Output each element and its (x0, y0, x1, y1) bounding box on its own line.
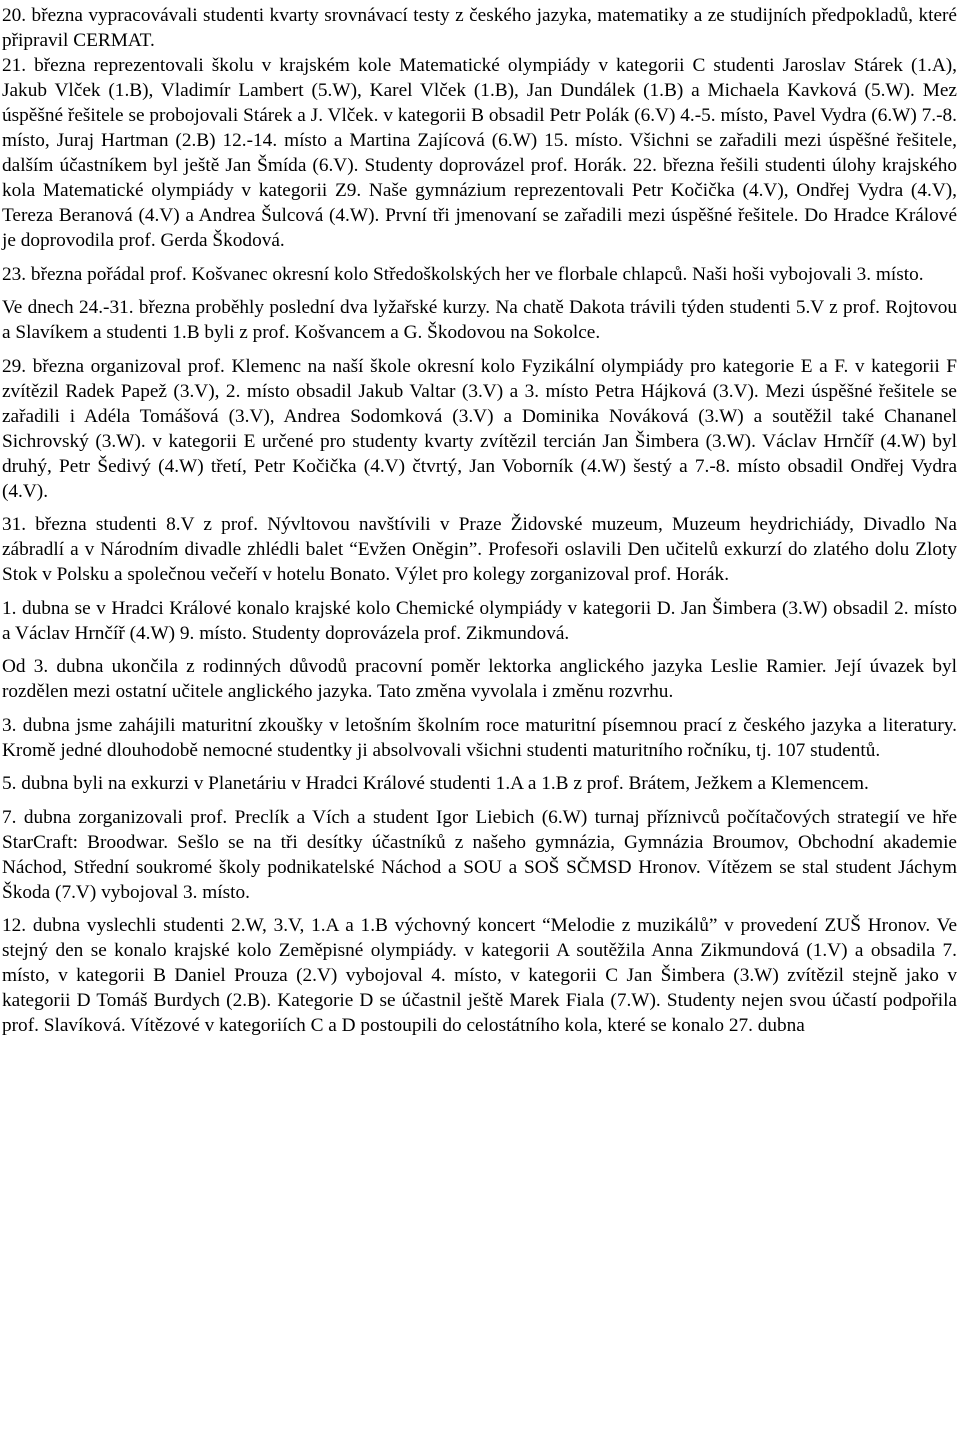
paragraph-april-3-exams: 3. dubna jsme zahájili maturitní zkoušky v letošním školním roce maturitní písemnou prací z českého jazyka a literatury. Kromě jedné dlouhodobě nemocné studentky ji absolvovali všichni studenti maturitního ročníku, tj. 107 studentů. (2, 714, 957, 761)
paragraph-march-23: 23. března pořádal prof. Košvanec okresní kolo Středoškolských her ve florbale chlapců. Naši hoši vybojovali 3. místo. (2, 263, 924, 285)
document-page (2, 3, 957, 1047)
paragraph-april-12: 12. dubna vyslechli studenti 2.W, 3.V, 1.A a 1.B výchovný koncert “Melodie z muzikálů” v provedení ZUŠ Hronov. Ve stejný den se konalo krajské kolo Zeměpisné olympiády. v kategorii A soutěžila Anna Zikmundová (1.V) a obsadila 7. místo, v kategorii B Daniel Prouza (2.V) vybojoval 4. místo, v kategorii C Jan Šimbera (3.W) zvítězil stejně jako v kategorii D Tomáš Burdych (2.B). Kategorie D se účastnil ještě Marek Fiala (7.W). Studenty nejen svou účastí podpořila prof. Slavíková. Vítězové v kategoriích C a D postoupili do celostátního kola, které se konalo 27. dubna (2, 915, 957, 1036)
paragraph-april-1: 1. dubna se v Hradci Králové konalo krajské kolo Chemické olympiády v kategorii D. Jan Šimbera (3.W) obsadil 2. místo a Václav Hrnčíř (4.W) 9. místo. Studenty doprovázela prof. Zikmundová. (2, 597, 957, 644)
paragraph-april-7: 7. dubna zorganizovali prof. Preclík a Vích a student Igor Liebich (6.W) turnaj příznivců počítačových strategií ve hře StarCraft: Broodwar. Sešlo se na tři desítky účastníků z našeho gymnázia, Gymnázia Broumov, Obchodní akademie Náchod, Střední soukromé školy podnikatelské Náchod a SOU a SOŠ SČMSD Hronov. Vítězem se stal student Jáchym Škoda (7.V) vybojoval 3. místo. (2, 806, 957, 903)
paragraph-april-5: 5. dubna byli na exkurzi v Planetáriu v Hradci Králové studenti 1.A a 1.B z prof. Brátem, Ježkem a Klemencem. (2, 773, 869, 794)
paragraph-march-20: 20. března vypracovávali studenti kvarty srovnávací testy z českého jazyka, matematiky a ze studijních předpokladů, které připravil CERMAT. (2, 5, 957, 51)
paragraph-march-21: 21. března reprezentovali školu v krajském kole Matematické olympiády v kategorii C studenti Jaroslav Stárek (1.A), Jakub Vlček (1.B), Vladimír Lambert (5.W), Karel Vlček (1.B), Jan Dundálek (1.B) a Michaela Kavková (5.W). Mez úspěšné řešitele se probojovali Stárek a J. Vlček. v kategorii B obsadil Petr Polák (6.V) 4.-5. místo, Pavel Vydra (6.W) 7.-8. místo, Juraj Hartman (2.B) 12.-14. místo a Martina Zajícová (6.W) 15. místo. Všichni se zařadili mezi úspěšné řešitele, dalším účastníkem byl ještě Jan Šmída (6.V). Studenty doprovázel prof. Horák. 22. března řešili studenti úlohy krajského kola Matematické olympiády v kategorii Z9. Naše gymnázium reprezentovali Petr Kočička (4.V), Ondřej Vydra (4.V), Tereza Beranová (4.V) a Andrea Šulcová (4.W). První tři jmenovaní se zařadili mezi úspěšné řešitele. Do Hradce Králové je doprovodila prof. Gerda Škodová. (2, 55, 957, 251)
paragraph-april-3-staff: Od 3. dubna ukončila z rodinných důvodů pracovní poměr lektorka anglického jazyka Leslie Ramier. Její úvazek byl rozdělen mezi ostatní učitele anglického jazyka. Tato změna vyvolala i změnu rozvrhu. (2, 656, 957, 702)
paragraph-march-29: 29. března organizoval prof. Klemenc na naší škole okresní kolo Fyzikální olympiády pro kategorie E a F. v kategorii F zvítězil Radek Papež (3.V), 2. místo obsadil Jakub Valtar (3.V) a 3. místo Petra Hájková (3.V). Mezi úspěšné řešitele se zařadili i Adéla Tomášová (3.V), Andrea Sodomková (3.V) a Dominika Nováková (3.W) a soutěžil také Chananel Sichrovský (3.W). v kategorii E určené pro studenty kvarty zvítězil tercián Jan Šimbera (3.W). Václav Hrnčíř (4.W) byl druhý, Petr Šedivý (4.W) třetí, Petr Kočička (4.V) čtvrtý, Jan Voborník (4.W) šestý a 7.-8. místo obsadil Ondřej Vydra (4.V). (2, 355, 957, 502)
paragraph-march-24-31: Ve dnech 24.-31. března proběhly poslední dva lyžařské kurzy. Na chatě Dakota trávili týden studenti 5.V z prof. Rojtovou a Slavíkem a studenti 1.B byli z prof. Košvancem a G. Škodovou na Sokolce. (2, 297, 957, 343)
paragraph-march-31: 31. března studenti 8.V z prof. Nývltovou navštívili v Praze Židovské muzeum, Muzeum heydrichiády, Divadlo Na zábradlí a v Národním divadle zhlédli balet “Evžen Oněgin”. Profesoři oslavili Den učitelů exkurzí do zlatého dolu Zloty Stok v Polsku a společnou večeří v hotelu Bonato. Výlet pro kolegy zorganizoval prof. Horák. (2, 514, 957, 585)
